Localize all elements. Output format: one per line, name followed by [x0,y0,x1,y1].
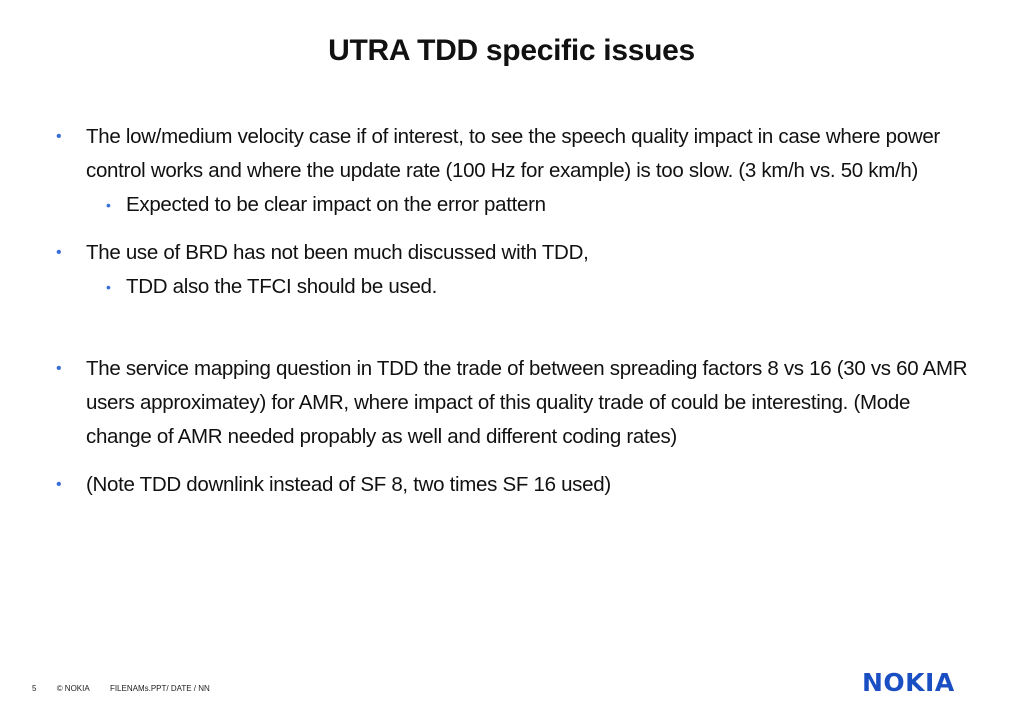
bullet-text: The low/medium velocity case if of interest, to see the speech quality impact in case where power control works and where the update rate (100 Hz for example) is too slow. (3 km/h vs. 50 km/h) [86,125,940,182]
page-number: 5 [32,684,37,693]
slide-content [56,120,976,502]
bullet-item [56,352,976,454]
sub-bullet-text: TDD also the TFCI should be used. [126,275,438,298]
bullet-item [56,236,976,270]
bullet-dot-icon: • [56,476,62,493]
sub-bullet-item [56,270,976,304]
bullet-text: (Note TDD downlink instead of SF 8, two times SF 16 used) [86,473,611,496]
slide-title: UTRA TDD specific issues [328,34,695,67]
bullet-dot-icon: • [106,279,111,295]
slide-footer [32,684,228,693]
sub-bullet-item [56,188,976,222]
bullet-dot-icon: • [56,360,62,377]
bullet-text: The use of BRD has not been much discussed with TDD, [86,241,589,264]
file-info: FILENAMs.PPT/ DATE / NN [109,684,210,693]
bullet-item [56,120,976,188]
bullet-dot-icon: • [56,128,62,145]
bullet-item [56,468,976,502]
bullet-dot-icon: • [106,197,111,213]
bullet-text: The service mapping question in TDD the trade of between spreading factors 8 vs 16 (30 vs 60 AMR users approximatey) for AMR, where impact of this quality trade of could be interesting. (Mode change of AMR needed propably as well and different coding rates) [86,357,968,448]
sub-bullet-text: Expected to be clear impact on the error pattern [126,193,546,216]
bullet-dot-icon: • [56,244,62,261]
nokia-logo: NOKIA [862,668,955,697]
copyright-text: © NOKIA [56,684,90,693]
